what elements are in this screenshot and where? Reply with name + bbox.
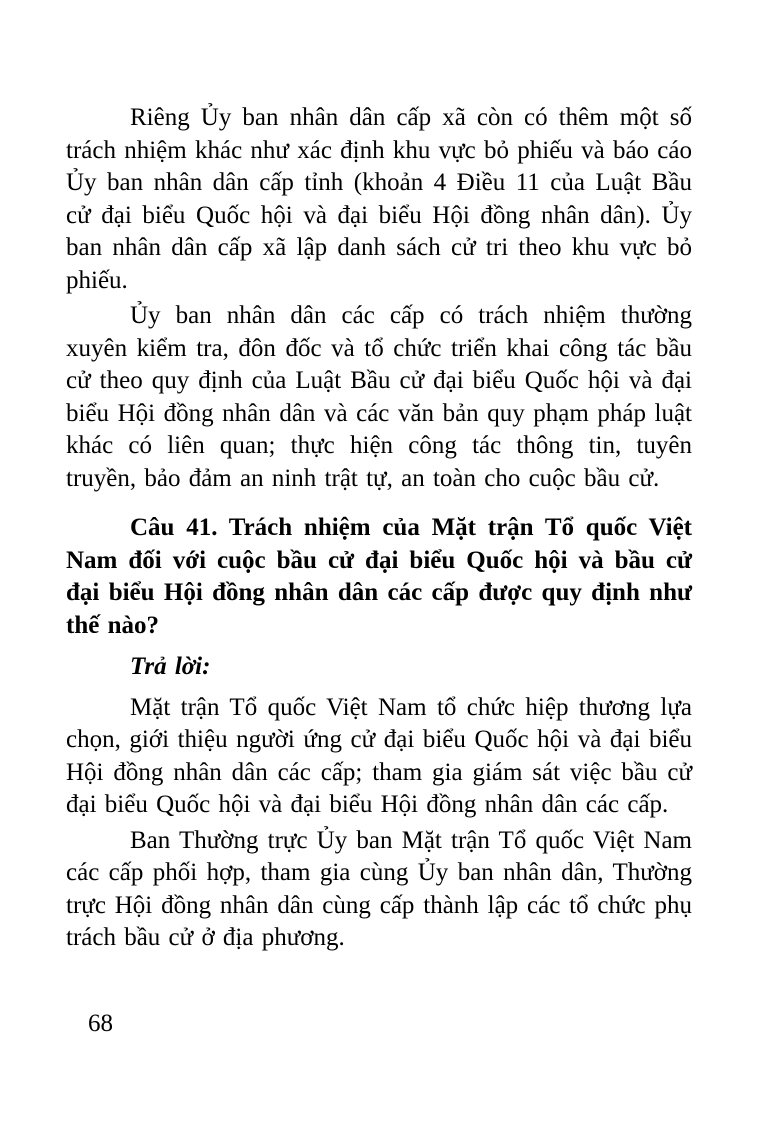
body-paragraph: Mặt trận Tổ quốc Việt Nam tổ chức hiệp thương lựa chọn, giới thiệu người ứng cử đại biểu Quốc hội và đại biểu Hội đồng nhân dân các cấp; tham gia giám sát việc bầu cử đại biểu Quốc hội và đại biểu Hội đồng nhân dân các cấp. bbox=[66, 693, 692, 818]
question-heading: Câu 41. Trách nhiệm của Mặt trận Tổ quốc Việt Nam đối với cuộc bầu cử đại biểu Quốc hội và bầu cử đại biểu Hội đồng nhân dân các cấp được quy định như thế nào? bbox=[66, 514, 692, 639]
body-paragraph: Riêng Ủy ban nhân dân cấp xã còn có thêm một số trách nhiệm khác như xác định khu vực bỏ phiếu và báo cáo Ủy ban nhân dân cấp tỉnh (khoản 4 Điều 11 của Luật Bầu cử đại biểu Quốc hội và đại biểu Hội đồng nhân dân). Ủy ban nhân dân cấp xã lập danh sách cử tri theo khu vực bỏ phiếu. bbox=[66, 104, 692, 294]
answer-label: Trả lời: bbox=[130, 653, 211, 680]
body-paragraph: Ủy ban nhân dân các cấp có trách nhiệm thường xuyên kiểm tra, đôn đốc và tổ chức triển khai công tác bầu cử theo quy định của Luật Bầu cử đại biểu Quốc hội và đại biểu Hội đồng nhân dân và các văn bản quy phạm pháp luật khác có liên quan; thực hiện công tác thông tin, tuyên truyền, bảo đảm an ninh trật tự, an toàn cho cuộc bầu cử. bbox=[66, 302, 692, 492]
page-number: 68 bbox=[88, 1010, 113, 1037]
body-paragraph: Ban Thường trực Ủy ban Mặt trận Tổ quốc Việt Nam các cấp phối hợp, tham gia cùng Ủy ban nhân dân, Thường trực Hội đồng nhân dân cùng cấp thành lập các tổ chức phụ trách bầu cử ở địa phương. bbox=[66, 826, 692, 951]
